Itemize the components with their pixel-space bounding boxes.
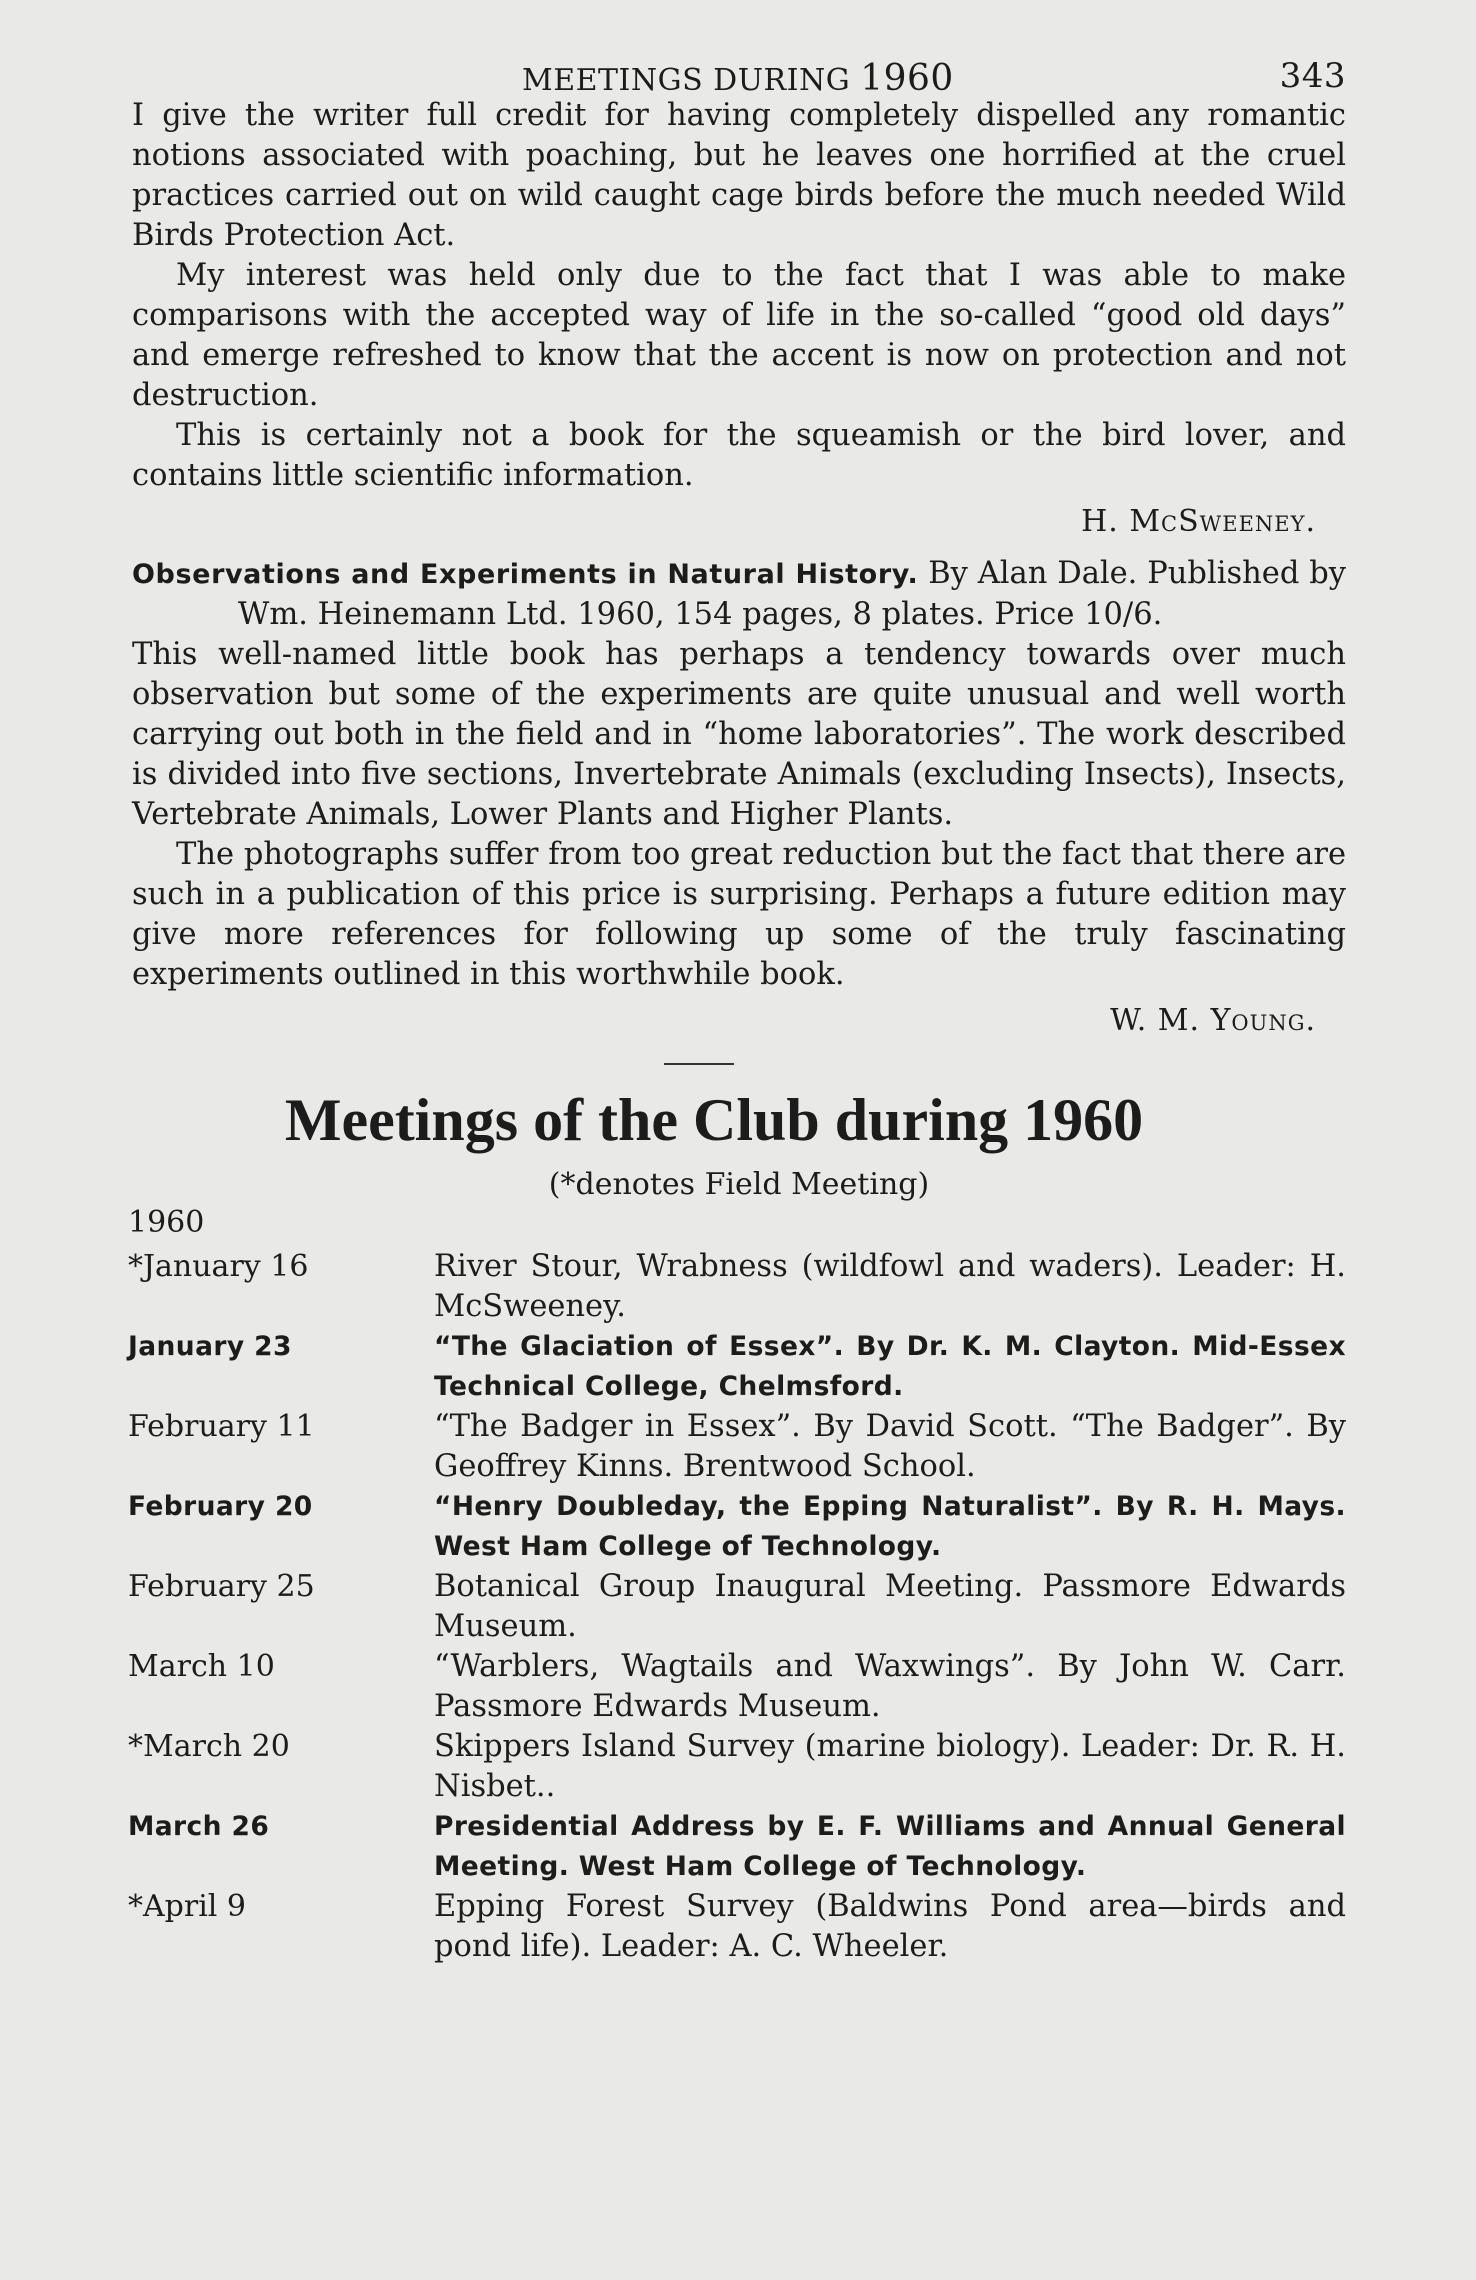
meeting-date: February 11 [128, 1409, 315, 1444]
meeting-row [128, 1487, 1346, 1567]
review1-signature: H. McSweeney. [1081, 504, 1316, 539]
meetings-list [128, 1247, 1346, 1967]
meeting-description: Epping Forest Survey (Baldwins Pond area—birds and pond life). Leader: A. C. Wheeler. [434, 1889, 1346, 1964]
meeting-date: *January 16 [128, 1249, 309, 1284]
meeting-description: “Henry Doubleday, the Epping Naturalist”. By R. H. Mays. West Ham College of Technology. [434, 1491, 1346, 1562]
meeting-date: March 10 [128, 1649, 275, 1684]
divider-rule [664, 1063, 734, 1065]
book-details: By Alan Dale. Published by Wm. Heinemann Ltd. 1960, 154 pages, 8 plates. Price 10/6. [238, 556, 1346, 632]
review1-paragraph-1: I give the writer full credit for having completely dispelled any romantic notions associated with poaching, but he leaves one horrified at the cruel practices carried out on wild caught cage birds before the much needed Wild Birds Protection Act. [132, 98, 1346, 253]
meeting-date: January 23 [128, 1331, 292, 1362]
running-head-title [522, 58, 954, 99]
meeting-description: Skippers Island Survey (marine biology). Leader: Dr. R. H. Nisbet.. [434, 1729, 1346, 1804]
meeting-description: Botanical Group Inaugural Meeting. Passmore Edwards Museum. [434, 1569, 1346, 1644]
running-head-text: MEETINGS DURING [522, 63, 851, 98]
meeting-description: “The Badger in Essex”. By David Scott. “The Badger”. By Geoffrey Kinns. Brentwood School. [434, 1409, 1346, 1484]
review2-paragraph-2: The photographs suffer from too great reduction but the fact that there are such in a publication of this price is surprising. Perhaps a future edition may give more references for following up some of the truly fascinating experiments outlined in this worthwhile book. [132, 837, 1346, 992]
running-head [132, 52, 1346, 104]
running-head-year: 1960 [860, 58, 954, 99]
meeting-date: February 25 [128, 1569, 315, 1604]
meeting-row [128, 1807, 1346, 1887]
field-meeting-note: (*denotes Field Meeting) [548, 1167, 930, 1202]
meeting-row [128, 1887, 1346, 1967]
review-poaching [132, 96, 1346, 542]
meeting-date: February 20 [128, 1491, 313, 1522]
meeting-date: *April 9 [128, 1889, 247, 1924]
meeting-description: “Warblers, Wagtails and Waxwings”. By John W. Carr. Passmore Edwards Museum. [434, 1649, 1346, 1724]
meeting-date: *March 20 [128, 1729, 290, 1764]
meetings-section [128, 1085, 1346, 1967]
book-title: Observations and Experiments in Natural History. [132, 559, 919, 590]
book-citation [132, 554, 1346, 635]
review1-paragraph-2: My interest was held only due to the fact that I was able to make comparisons with the accepted way of life in the so-called “good old days” and emerge refreshed to know that the accent is now on protection and not destruction. [132, 258, 1346, 413]
meeting-row [128, 1647, 1346, 1727]
year-label: 1960 [128, 1205, 205, 1240]
meeting-row [128, 1247, 1346, 1327]
meeting-row [128, 1407, 1346, 1487]
meeting-description: River Stour, Wrabness (wildfowl and waders). Leader: H. McSweeney. [434, 1249, 1346, 1324]
meeting-description: Presidential Address by E. F. Williams and Annual General Meeting. West Ham College of Technology. [434, 1811, 1346, 1882]
meeting-row [128, 1567, 1346, 1647]
meeting-date: March 26 [128, 1811, 270, 1842]
review2-signature: W. M. Young. [1110, 1003, 1316, 1038]
meeting-description: “The Glaciation of Essex”. By Dr. K. M. Clayton. Mid-Essex Technical College, Chelmsford. [434, 1331, 1346, 1402]
review-observations [132, 554, 1346, 1041]
meeting-row [128, 1327, 1346, 1407]
section-heading: Meetings of the Club during 1960 [284, 1087, 1144, 1153]
review1-paragraph-3: This is certainly not a book for the squeamish or the bird lover, and contains little scientific information. [132, 418, 1346, 493]
review2-paragraph-1: This well-named little book has perhaps a tendency towards over much observation but some of the experiments are quite unusual and well worth carrying out both in the field and in “home laboratories”. The work described is divided into five sections, Invertebrate Animals (excluding Insects), Insects, Vertebrate Animals, Lower Plants and Higher Plants. [132, 637, 1346, 832]
meeting-row [128, 1727, 1346, 1807]
page-number: 343 [1279, 56, 1346, 96]
